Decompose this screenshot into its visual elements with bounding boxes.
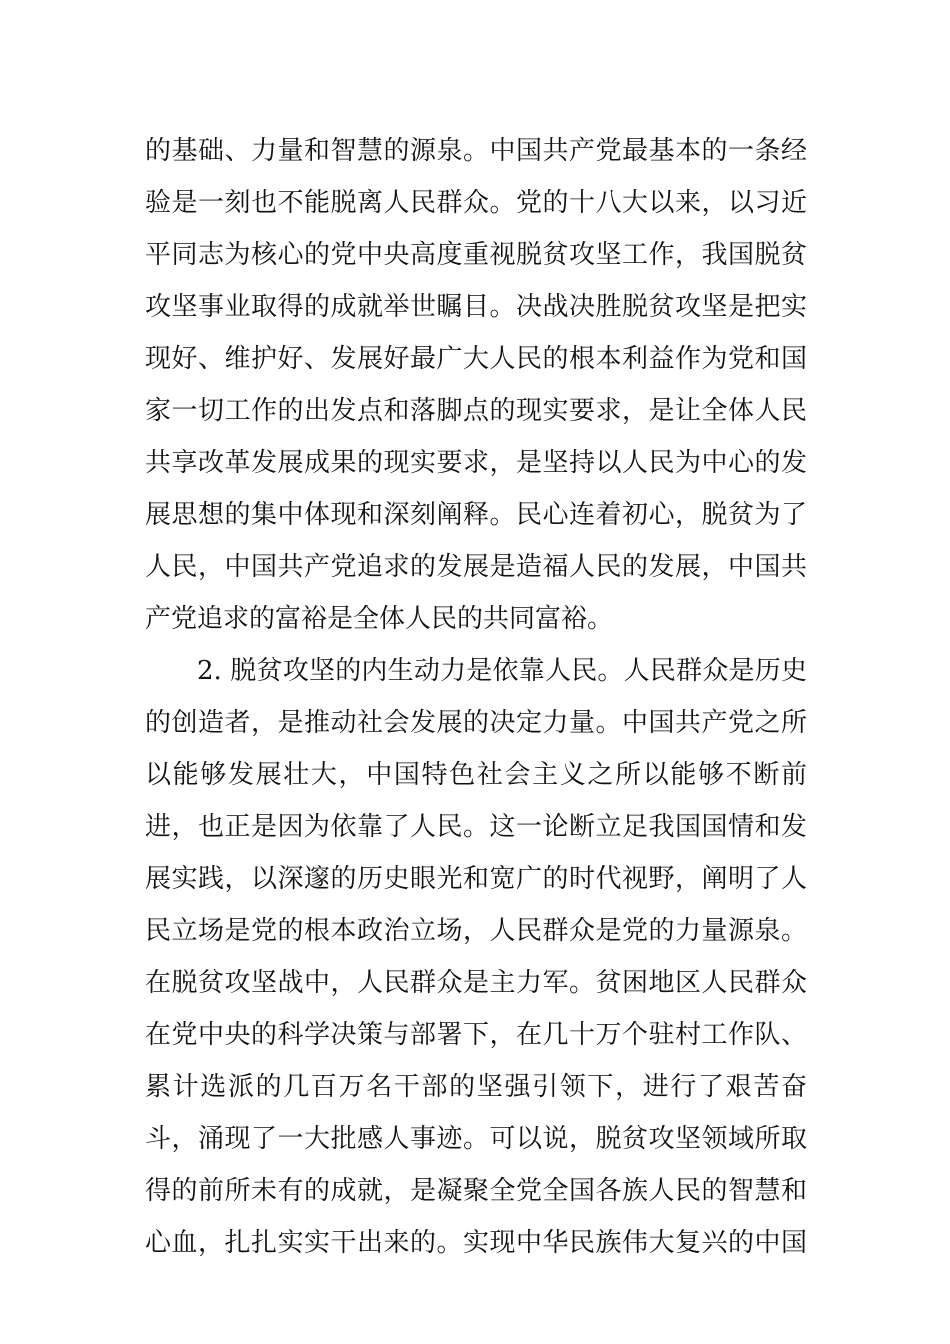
text-line: 家一切工作的出发点和落脚点的现实要求，是让全体人民 xyxy=(145,396,807,426)
text-line: 累计选派的几百万名干部的坚强引领下，进行了艰苦奋 xyxy=(145,1072,807,1102)
text-line: 得的前所未有的成就，是凝聚全党全国各族人民的智慧和 xyxy=(145,1176,807,1206)
text-line: 在脱贫攻坚战中，人民群众是主力军。贫困地区人民群众 xyxy=(145,968,807,998)
text-line: 平同志为核心的党中央高度重视脱贫攻坚工作，我国脱贫 xyxy=(145,240,807,270)
text-line: 以能够发展壮大，中国特色社会主义之所以能够不断前 xyxy=(145,760,807,790)
text-line: 人民，中国共产党追求的发展是造福人民的发展，中国共 xyxy=(145,552,807,582)
text-line: 在党中央的科学决策与部署下，在几十万个驻村工作队、 xyxy=(145,1020,807,1050)
text-line: 的创造者，是推动社会发展的决定力量。中国共产党之所 xyxy=(145,708,807,738)
text-line: 斗，涌现了一大批感人事迹。可以说，脱贫攻坚领域所取 xyxy=(145,1124,807,1154)
text-line: 攻坚事业取得的成就举世瞩目。决战决胜脱贫攻坚是把实 xyxy=(145,292,807,322)
text-line: 产党追求的富裕是全体人民的共同富裕。 xyxy=(145,604,614,634)
text-line: 展思想的集中体现和深刻阐释。民心连着初心，脱贫为了 xyxy=(145,500,807,530)
text-line: 展实践，以深邃的历史眼光和宽广的时代视野，阐明了人 xyxy=(145,864,807,894)
paragraph-first-line: 2. 脱贫攻坚的内生动力是依靠人民。人民群众是历史 xyxy=(197,656,807,686)
text-line: 验是一刻也不能脱离人民群众。党的十八大以来，以习近 xyxy=(145,188,807,218)
text-line: 共享改革发展成果的现实要求，是坚持以人民为中心的发 xyxy=(145,448,807,478)
text-line: 民立场是党的根本政治立场，人民群众是党的力量源泉。 xyxy=(145,916,807,946)
text-line: 现好、维护好、发展好最广大人民的根本利益作为党和国 xyxy=(145,344,807,374)
text-line: 心血，扎扎实实干出来的。实现中华民族伟大复兴的中国 xyxy=(145,1228,807,1258)
text-line: 的基础、力量和智慧的源泉。中国共产党最基本的一条经 xyxy=(145,136,807,166)
text-line: 进，也正是因为依靠了人民。这一论断立足我国国情和发 xyxy=(145,812,807,842)
